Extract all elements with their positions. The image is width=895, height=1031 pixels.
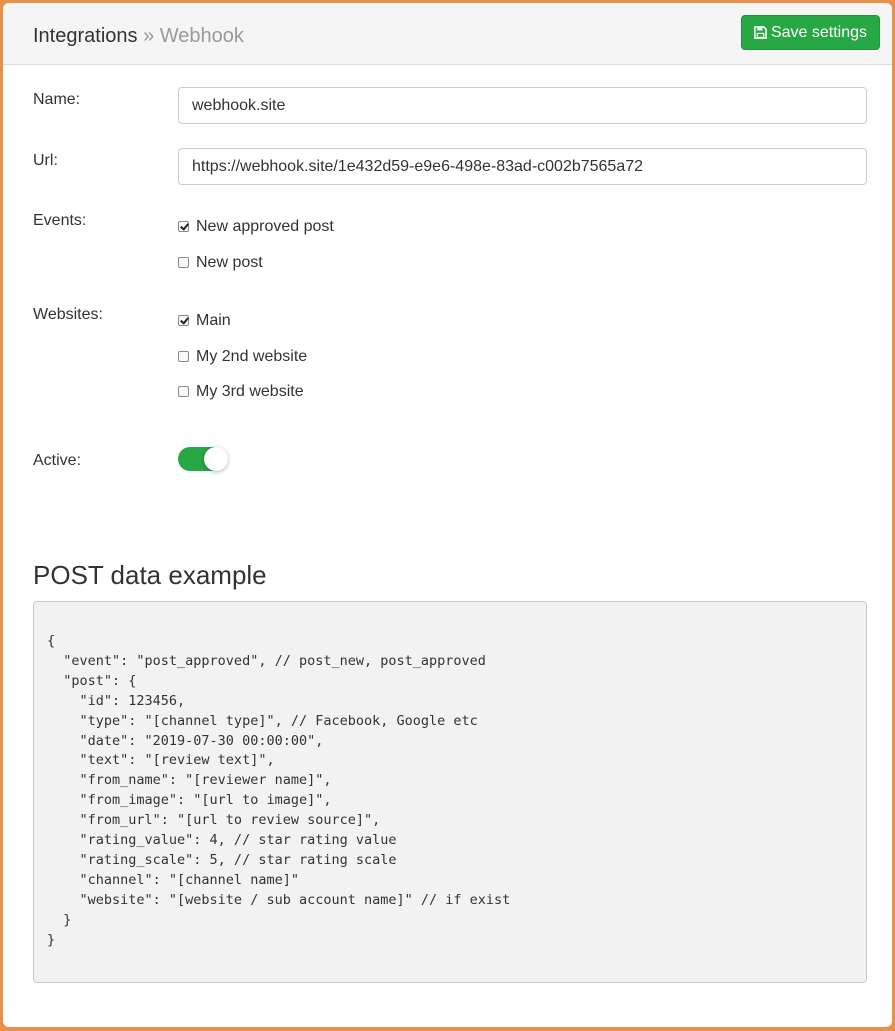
website-main-checkbox[interactable] xyxy=(178,315,189,326)
breadcrumb xyxy=(33,23,244,49)
post-data-example-heading: POST data example xyxy=(33,560,267,590)
event-new-post-label: New post xyxy=(196,254,263,271)
name-input[interactable]: webhook.site xyxy=(178,87,867,124)
website-2nd-label: My 2nd website xyxy=(196,348,308,365)
integration-panel xyxy=(3,3,892,1027)
name-label: Name: xyxy=(33,91,81,108)
event-new-approved-post-label: New approved post xyxy=(196,218,334,235)
save-settings-label: Save settings xyxy=(770,24,868,41)
save-settings-button[interactable] xyxy=(741,15,880,50)
breadcrumb-current: Webhook xyxy=(159,25,244,47)
url-input[interactable]: https://webhook.site/1e432d59-e9e6-498e-83ad-c002b7565a72 xyxy=(178,148,867,185)
floppy-disk-icon xyxy=(754,26,767,39)
events-label: Events: xyxy=(33,212,87,229)
website-3rd-label: My 3rd website xyxy=(196,383,304,400)
active-label: Active: xyxy=(33,452,82,469)
website-main-label: Main xyxy=(196,312,231,329)
breadcrumb-integrations-link[interactable]: Integrations xyxy=(33,25,138,47)
active-toggle-knob xyxy=(204,447,228,471)
panel-header xyxy=(3,3,892,65)
active-toggle[interactable] xyxy=(178,447,228,471)
event-new-post-checkbox[interactable] xyxy=(178,257,189,268)
event-new-approved-post-checkbox[interactable] xyxy=(178,221,189,232)
breadcrumb-separator: » xyxy=(143,25,155,47)
websites-label: Websites: xyxy=(33,306,103,323)
website-3rd-checkbox[interactable] xyxy=(178,386,189,397)
url-label: Url: xyxy=(33,152,58,169)
post-data-code-block: { "event": "post_approved", // post_new, post_approved "post": { "id": 123456, "type": "[channel type]", // Facebook, Google etc "date": "2019-07-30 00:00:00", "text": "[review text]", "from_name": "[reviewer name]", "from_image": "[url to image]", "from_url": "[url to review source]", "rating_value": 4, // star rating value "rating_scale": 5, // star rating scale "channel": "[channel name]" "website": "[website / sub account name]" // if exist } } xyxy=(33,601,867,983)
website-2nd-checkbox[interactable] xyxy=(178,351,189,362)
